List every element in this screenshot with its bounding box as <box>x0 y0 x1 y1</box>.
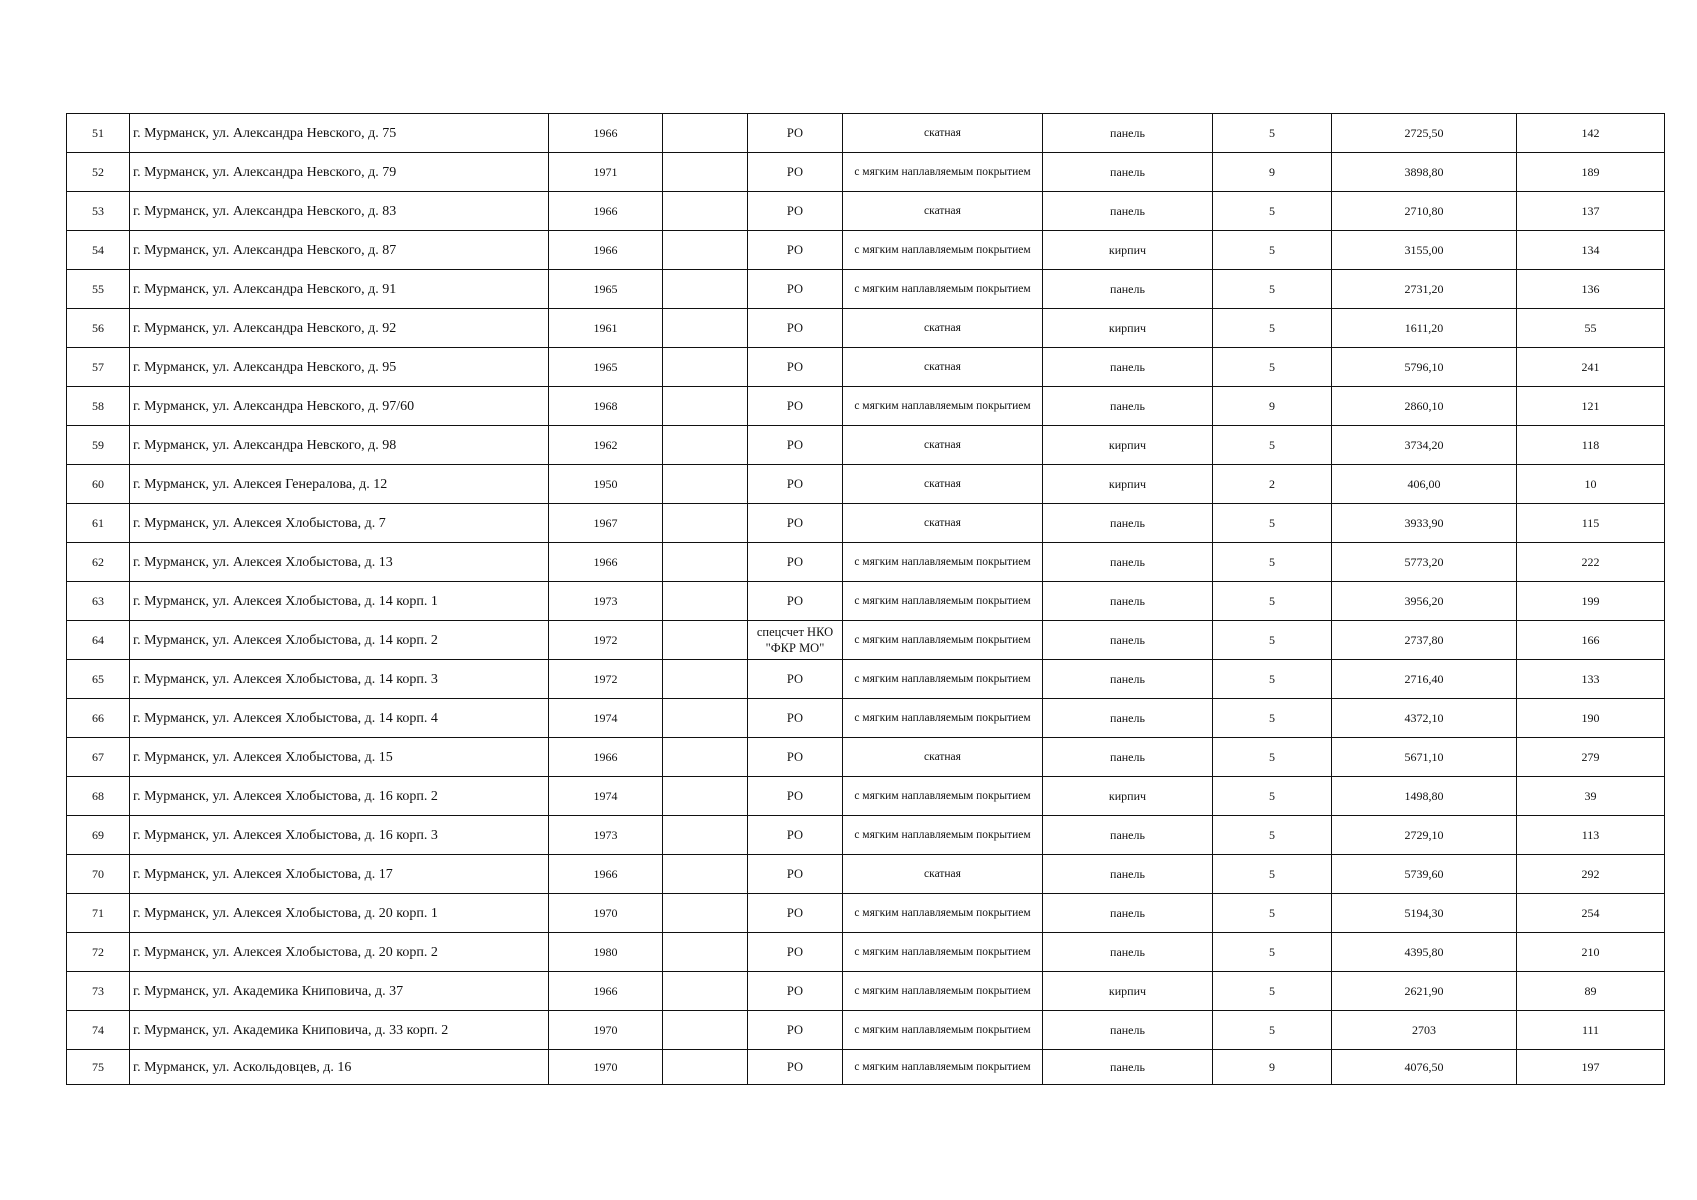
address-cell: г. Мурманск, ул. Александра Невского, д. 83 <box>130 192 549 231</box>
table-row <box>67 153 1665 192</box>
build-year-cell: 1967 <box>549 504 663 543</box>
row-number-cell: 68 <box>67 777 130 816</box>
residents-cell: 39 <box>1517 777 1665 816</box>
area-cell: 2621,90 <box>1332 972 1517 1011</box>
fund-method-cell: РО <box>748 270 843 309</box>
residents-cell: 10 <box>1517 465 1665 504</box>
table-row <box>67 504 1665 543</box>
roof-type-cell: скатная <box>843 426 1043 465</box>
empty-cell <box>663 153 748 192</box>
roof-type-cell: с мягким наплавляемым покрытием <box>843 387 1043 426</box>
row-number-cell: 75 <box>67 1050 130 1085</box>
empty-cell <box>663 933 748 972</box>
roof-type-cell: с мягким наплавляемым покрытием <box>843 621 1043 660</box>
build-year-cell: 1966 <box>549 231 663 270</box>
fund-method-cell: РО <box>748 231 843 270</box>
empty-cell <box>663 543 748 582</box>
area-cell: 1611,20 <box>1332 309 1517 348</box>
floors-cell: 5 <box>1213 621 1332 660</box>
address-cell: г. Мурманск, ул. Алексея Хлобыстова, д. 7 <box>130 504 549 543</box>
build-year-cell: 1972 <box>549 660 663 699</box>
build-year-cell: 1980 <box>549 933 663 972</box>
roof-type-cell: скатная <box>843 855 1043 894</box>
build-year-cell: 1965 <box>549 348 663 387</box>
table-row <box>67 816 1665 855</box>
empty-cell <box>663 777 748 816</box>
roof-type-cell: с мягким наплавляемым покрытием <box>843 972 1043 1011</box>
address-cell: г. Мурманск, ул. Александра Невского, д. 98 <box>130 426 549 465</box>
table-row <box>67 660 1665 699</box>
row-number-cell: 52 <box>67 153 130 192</box>
fund-method-cell: РО <box>748 426 843 465</box>
row-number-cell: 60 <box>67 465 130 504</box>
build-year-cell: 1950 <box>549 465 663 504</box>
area-cell: 2729,10 <box>1332 816 1517 855</box>
address-cell: г. Мурманск, ул. Алексея Хлобыстова, д. 17 <box>130 855 549 894</box>
row-number-cell: 74 <box>67 1011 130 1050</box>
roof-type-cell: с мягким наплавляемым покрытием <box>843 270 1043 309</box>
address-cell: г. Мурманск, ул. Алексея Хлобыстова, д. 14 корп. 2 <box>130 621 549 660</box>
address-cell: г. Мурманск, ул. Александра Невского, д. 97/60 <box>130 387 549 426</box>
area-cell: 2737,80 <box>1332 621 1517 660</box>
wall-material-cell: панель <box>1043 348 1213 387</box>
wall-material-cell: панель <box>1043 192 1213 231</box>
address-cell: г. Мурманск, ул. Алексея Хлобыстова, д. 16 корп. 3 <box>130 816 549 855</box>
roof-type-cell: с мягким наплавляемым покрытием <box>843 816 1043 855</box>
residents-cell: 121 <box>1517 387 1665 426</box>
build-year-cell: 1974 <box>549 777 663 816</box>
empty-cell <box>663 348 748 387</box>
floors-cell: 5 <box>1213 894 1332 933</box>
area-cell: 2716,40 <box>1332 660 1517 699</box>
row-number-cell: 72 <box>67 933 130 972</box>
roof-type-cell: скатная <box>843 465 1043 504</box>
floors-cell: 9 <box>1213 387 1332 426</box>
wall-material-cell: панель <box>1043 894 1213 933</box>
empty-cell <box>663 738 748 777</box>
table-row <box>67 270 1665 309</box>
table-row <box>67 699 1665 738</box>
address-cell: г. Мурманск, ул. Алексея Хлобыстова, д. 16 корп. 2 <box>130 777 549 816</box>
floors-cell: 2 <box>1213 465 1332 504</box>
residents-cell: 190 <box>1517 699 1665 738</box>
floors-cell: 5 <box>1213 816 1332 855</box>
wall-material-cell: панель <box>1043 270 1213 309</box>
fund-method-cell: спецсчет НКО "ФКР МО" <box>748 621 843 660</box>
area-cell: 5773,20 <box>1332 543 1517 582</box>
build-year-cell: 1966 <box>549 738 663 777</box>
area-cell: 3898,80 <box>1332 153 1517 192</box>
wall-material-cell: кирпич <box>1043 231 1213 270</box>
roof-type-cell: с мягким наплавляемым покрытием <box>843 543 1043 582</box>
fund-method-cell: РО <box>748 855 843 894</box>
table-row <box>67 309 1665 348</box>
row-number-cell: 73 <box>67 972 130 1011</box>
address-cell: г. Мурманск, ул. Алексея Хлобыстова, д. 14 корп. 1 <box>130 582 549 621</box>
address-cell: г. Мурманск, ул. Александра Невского, д. 79 <box>130 153 549 192</box>
table-row <box>67 933 1665 972</box>
area-cell: 5796,10 <box>1332 348 1517 387</box>
fund-method-cell: РО <box>748 972 843 1011</box>
row-number-cell: 64 <box>67 621 130 660</box>
residents-cell: 133 <box>1517 660 1665 699</box>
area-cell: 5671,10 <box>1332 738 1517 777</box>
floors-cell: 9 <box>1213 153 1332 192</box>
area-cell: 4395,80 <box>1332 933 1517 972</box>
floors-cell: 5 <box>1213 114 1332 153</box>
residents-cell: 134 <box>1517 231 1665 270</box>
table-row <box>67 972 1665 1011</box>
build-year-cell: 1962 <box>549 426 663 465</box>
floors-cell: 5 <box>1213 777 1332 816</box>
roof-type-cell: с мягким наплавляемым покрытием <box>843 231 1043 270</box>
floors-cell: 5 <box>1213 660 1332 699</box>
wall-material-cell: кирпич <box>1043 426 1213 465</box>
wall-material-cell: панель <box>1043 816 1213 855</box>
row-number-cell: 71 <box>67 894 130 933</box>
fund-method-cell: РО <box>748 1011 843 1050</box>
fund-method-cell: РО <box>748 1050 843 1085</box>
area-cell: 3155,00 <box>1332 231 1517 270</box>
table-row <box>67 543 1665 582</box>
roof-type-cell: с мягким наплавляемым покрытием <box>843 1050 1043 1085</box>
empty-cell <box>663 504 748 543</box>
fund-method-cell: РО <box>748 465 843 504</box>
wall-material-cell: панель <box>1043 1050 1213 1085</box>
row-number-cell: 67 <box>67 738 130 777</box>
empty-cell <box>663 270 748 309</box>
floors-cell: 5 <box>1213 231 1332 270</box>
build-year-cell: 1973 <box>549 582 663 621</box>
fund-method-cell: РО <box>748 738 843 777</box>
wall-material-cell: панель <box>1043 582 1213 621</box>
row-number-cell: 63 <box>67 582 130 621</box>
residents-cell: 197 <box>1517 1050 1665 1085</box>
wall-material-cell: панель <box>1043 699 1213 738</box>
fund-method-cell: РО <box>748 660 843 699</box>
address-cell: г. Мурманск, ул. Алексея Хлобыстова, д. 20 корп. 2 <box>130 933 549 972</box>
address-cell: г. Мурманск, ул. Александра Невского, д. 75 <box>130 114 549 153</box>
row-number-cell: 66 <box>67 699 130 738</box>
residents-cell: 113 <box>1517 816 1665 855</box>
build-year-cell: 1972 <box>549 621 663 660</box>
row-number-cell: 70 <box>67 855 130 894</box>
row-number-cell: 57 <box>67 348 130 387</box>
build-year-cell: 1966 <box>549 114 663 153</box>
table-row <box>67 387 1665 426</box>
address-cell: г. Мурманск, ул. Алексея Хлобыстова, д. 20 корп. 1 <box>130 894 549 933</box>
area-cell: 3933,90 <box>1332 504 1517 543</box>
address-cell: г. Мурманск, ул. Аскольдовцев, д. 16 <box>130 1050 549 1085</box>
empty-cell <box>663 582 748 621</box>
wall-material-cell: панель <box>1043 1011 1213 1050</box>
row-number-cell: 62 <box>67 543 130 582</box>
fund-method-cell: РО <box>748 387 843 426</box>
residents-cell: 292 <box>1517 855 1665 894</box>
empty-cell <box>663 387 748 426</box>
build-year-cell: 1966 <box>549 855 663 894</box>
fund-method-cell: РО <box>748 309 843 348</box>
residents-cell: 199 <box>1517 582 1665 621</box>
row-number-cell: 69 <box>67 816 130 855</box>
residents-cell: 137 <box>1517 192 1665 231</box>
table-row <box>67 1050 1665 1085</box>
empty-cell <box>663 699 748 738</box>
build-year-cell: 1966 <box>549 192 663 231</box>
residents-cell: 222 <box>1517 543 1665 582</box>
empty-cell <box>663 426 748 465</box>
residents-cell: 111 <box>1517 1011 1665 1050</box>
area-cell: 2710,80 <box>1332 192 1517 231</box>
row-number-cell: 51 <box>67 114 130 153</box>
empty-cell <box>663 855 748 894</box>
residents-cell: 142 <box>1517 114 1665 153</box>
wall-material-cell: панель <box>1043 387 1213 426</box>
area-cell: 3956,20 <box>1332 582 1517 621</box>
wall-material-cell: панель <box>1043 933 1213 972</box>
table-row <box>67 465 1665 504</box>
wall-material-cell: панель <box>1043 738 1213 777</box>
table-row <box>67 426 1665 465</box>
empty-cell <box>663 309 748 348</box>
build-year-cell: 1973 <box>549 816 663 855</box>
roof-type-cell: с мягким наплавляемым покрытием <box>843 699 1043 738</box>
area-cell: 4372,10 <box>1332 699 1517 738</box>
fund-method-cell: РО <box>748 153 843 192</box>
wall-material-cell: панель <box>1043 504 1213 543</box>
area-cell: 5739,60 <box>1332 855 1517 894</box>
wall-material-cell: кирпич <box>1043 309 1213 348</box>
wall-material-cell: панель <box>1043 114 1213 153</box>
row-number-cell: 56 <box>67 309 130 348</box>
floors-cell: 5 <box>1213 426 1332 465</box>
empty-cell <box>663 192 748 231</box>
fund-method-cell: РО <box>748 933 843 972</box>
area-cell: 3734,20 <box>1332 426 1517 465</box>
row-number-cell: 59 <box>67 426 130 465</box>
residents-cell: 210 <box>1517 933 1665 972</box>
address-cell: г. Мурманск, ул. Александра Невского, д. 92 <box>130 309 549 348</box>
residents-cell: 55 <box>1517 309 1665 348</box>
address-cell: г. Мурманск, ул. Академика Книповича, д. 37 <box>130 972 549 1011</box>
build-year-cell: 1971 <box>549 153 663 192</box>
empty-cell <box>663 114 748 153</box>
floors-cell: 5 <box>1213 504 1332 543</box>
address-cell: г. Мурманск, ул. Александра Невского, д. 91 <box>130 270 549 309</box>
row-number-cell: 54 <box>67 231 130 270</box>
empty-cell <box>663 894 748 933</box>
row-number-cell: 65 <box>67 660 130 699</box>
wall-material-cell: кирпич <box>1043 777 1213 816</box>
roof-type-cell: с мягким наплавляемым покрытием <box>843 582 1043 621</box>
address-cell: г. Мурманск, ул. Александра Невского, д. 95 <box>130 348 549 387</box>
empty-cell <box>663 816 748 855</box>
address-cell: г. Мурманск, ул. Алексея Хлобыстова, д. 14 корп. 4 <box>130 699 549 738</box>
fund-method-cell: РО <box>748 894 843 933</box>
empty-cell <box>663 1011 748 1050</box>
roof-type-cell: скатная <box>843 114 1043 153</box>
table-row <box>67 114 1665 153</box>
floors-cell: 5 <box>1213 699 1332 738</box>
fund-method-cell: РО <box>748 114 843 153</box>
residents-cell: 115 <box>1517 504 1665 543</box>
empty-cell <box>663 972 748 1011</box>
area-cell: 406,00 <box>1332 465 1517 504</box>
empty-cell <box>663 1050 748 1085</box>
floors-cell: 5 <box>1213 270 1332 309</box>
address-cell: г. Мурманск, ул. Алексея Хлобыстова, д. 14 корп. 3 <box>130 660 549 699</box>
area-cell: 5194,30 <box>1332 894 1517 933</box>
area-cell: 2860,10 <box>1332 387 1517 426</box>
roof-type-cell: скатная <box>843 309 1043 348</box>
residents-cell: 118 <box>1517 426 1665 465</box>
build-year-cell: 1974 <box>549 699 663 738</box>
housing-table <box>66 113 1665 1085</box>
area-cell: 2703 <box>1332 1011 1517 1050</box>
residents-cell: 241 <box>1517 348 1665 387</box>
address-cell: г. Мурманск, ул. Академика Книповича, д. 33 корп. 2 <box>130 1011 549 1050</box>
roof-type-cell: с мягким наплавляемым покрытием <box>843 777 1043 816</box>
table-row <box>67 1011 1665 1050</box>
table-body <box>67 114 1665 1085</box>
fund-method-cell: РО <box>748 192 843 231</box>
floors-cell: 5 <box>1213 972 1332 1011</box>
wall-material-cell: кирпич <box>1043 972 1213 1011</box>
build-year-cell: 1966 <box>549 972 663 1011</box>
table-row <box>67 231 1665 270</box>
residents-cell: 254 <box>1517 894 1665 933</box>
build-year-cell: 1965 <box>549 270 663 309</box>
table-row <box>67 348 1665 387</box>
floors-cell: 5 <box>1213 738 1332 777</box>
roof-type-cell: скатная <box>843 348 1043 387</box>
floors-cell: 5 <box>1213 309 1332 348</box>
fund-method-cell: РО <box>748 816 843 855</box>
area-cell: 1498,80 <box>1332 777 1517 816</box>
wall-material-cell: панель <box>1043 855 1213 894</box>
wall-material-cell: панель <box>1043 621 1213 660</box>
area-cell: 2731,20 <box>1332 270 1517 309</box>
roof-type-cell: с мягким наплавляемым покрытием <box>843 153 1043 192</box>
roof-type-cell: скатная <box>843 192 1043 231</box>
residents-cell: 166 <box>1517 621 1665 660</box>
table-row <box>67 777 1665 816</box>
wall-material-cell: панель <box>1043 543 1213 582</box>
floors-cell: 5 <box>1213 855 1332 894</box>
floors-cell: 5 <box>1213 582 1332 621</box>
empty-cell <box>663 465 748 504</box>
floors-cell: 5 <box>1213 192 1332 231</box>
build-year-cell: 1968 <box>549 387 663 426</box>
empty-cell <box>663 621 748 660</box>
row-number-cell: 58 <box>67 387 130 426</box>
table-row <box>67 582 1665 621</box>
empty-cell <box>663 660 748 699</box>
roof-type-cell: с мягким наплавляемым покрытием <box>843 660 1043 699</box>
floors-cell: 5 <box>1213 543 1332 582</box>
address-cell: г. Мурманск, ул. Алексея Хлобыстова, д. 13 <box>130 543 549 582</box>
floors-cell: 5 <box>1213 1011 1332 1050</box>
floors-cell: 9 <box>1213 1050 1332 1085</box>
table-row <box>67 855 1665 894</box>
area-cell: 4076,50 <box>1332 1050 1517 1085</box>
row-number-cell: 55 <box>67 270 130 309</box>
roof-type-cell: скатная <box>843 738 1043 777</box>
residents-cell: 89 <box>1517 972 1665 1011</box>
address-cell: г. Мурманск, ул. Алексея Генералова, д. 12 <box>130 465 549 504</box>
roof-type-cell: с мягким наплавляемым покрытием <box>843 1011 1043 1050</box>
fund-method-cell: РО <box>748 699 843 738</box>
wall-material-cell: панель <box>1043 153 1213 192</box>
table-row <box>67 894 1665 933</box>
fund-method-cell: РО <box>748 504 843 543</box>
fund-method-cell: РО <box>748 348 843 387</box>
floors-cell: 5 <box>1213 933 1332 972</box>
fund-method-cell: РО <box>748 582 843 621</box>
table-row <box>67 621 1665 660</box>
build-year-cell: 1970 <box>549 894 663 933</box>
area-cell: 2725,50 <box>1332 114 1517 153</box>
build-year-cell: 1970 <box>549 1011 663 1050</box>
wall-material-cell: панель <box>1043 660 1213 699</box>
table-row <box>67 192 1665 231</box>
empty-cell <box>663 231 748 270</box>
residents-cell: 189 <box>1517 153 1665 192</box>
roof-type-cell: с мягким наплавляемым покрытием <box>843 894 1043 933</box>
row-number-cell: 61 <box>67 504 130 543</box>
fund-method-cell: РО <box>748 543 843 582</box>
row-number-cell: 53 <box>67 192 130 231</box>
floors-cell: 5 <box>1213 348 1332 387</box>
address-cell: г. Мурманск, ул. Александра Невского, д. 87 <box>130 231 549 270</box>
build-year-cell: 1970 <box>549 1050 663 1085</box>
table-row <box>67 738 1665 777</box>
fund-method-cell: РО <box>748 777 843 816</box>
build-year-cell: 1966 <box>549 543 663 582</box>
roof-type-cell: скатная <box>843 504 1043 543</box>
residents-cell: 279 <box>1517 738 1665 777</box>
wall-material-cell: кирпич <box>1043 465 1213 504</box>
build-year-cell: 1961 <box>549 309 663 348</box>
residents-cell: 136 <box>1517 270 1665 309</box>
roof-type-cell: с мягким наплавляемым покрытием <box>843 933 1043 972</box>
address-cell: г. Мурманск, ул. Алексея Хлобыстова, д. 15 <box>130 738 549 777</box>
